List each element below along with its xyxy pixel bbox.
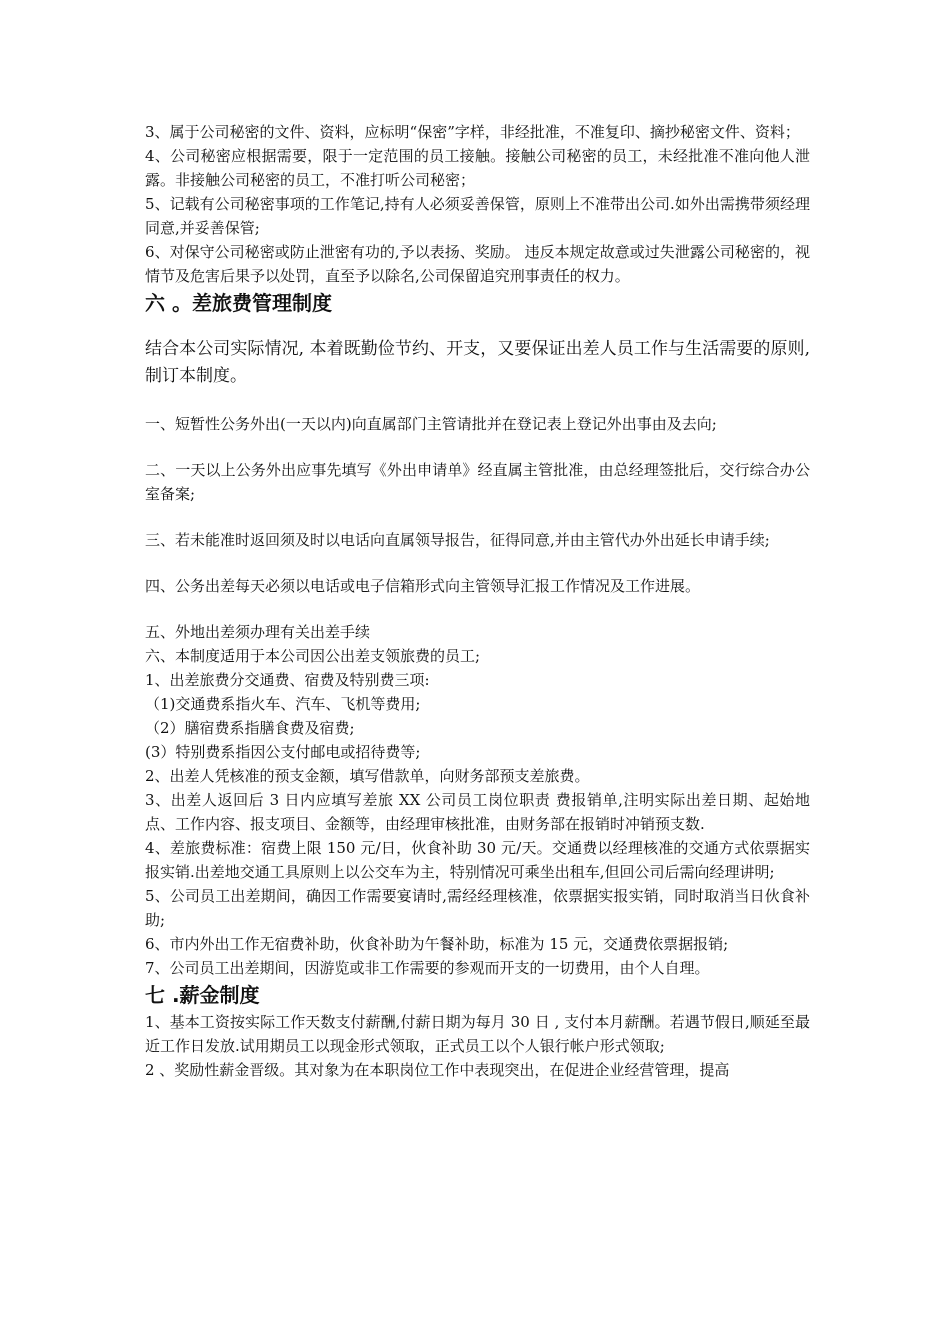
paragraph: 三、若未能准时返回须及时以电话向直属领导报告，征得同意,并由主管代办外出延长申请手续; (145, 531, 770, 549)
paragraph: 4、公司秘密应根据需要，限于一定范围的员工接触。接触公司秘密的员工，未经批准不准向他人泄露。非接触公司秘密的员工，不准打听公司秘密； (145, 147, 810, 189)
paragraph: 1、基本工资按实际工作天数支付薪酬,付薪日期为每月 30 日 , 支付本月薪酬。若遇节假日,顺延至最近工作日发放.试用期员工以现金形式领取，正式员工以个人银行帐户形式领取; (145, 1013, 810, 1055)
paragraph: 五、外地出差须办理有关出差手续 (145, 623, 371, 641)
section-heading: 六 。差旅费管理制度 (145, 291, 332, 315)
paragraph: (3）特别费系指因公支付邮电或招待费等; (145, 743, 421, 761)
paragraph: （1)交通费系指火车、汽车、飞机等费用; (145, 695, 421, 713)
section-intro: 结合本公司实际情况, 本着既勤俭节约、开支，又要保证出差人员工作与生活需要的原则, 制订本制度。 (145, 339, 810, 386)
document-page (145, 120, 810, 1082)
paragraph: 一、短暂性公务外出(一天以内)向直属部门主管请批并在登记表上登记外出事由及去向; (145, 415, 717, 433)
section-heading: 七 .薪金制度 (145, 983, 260, 1007)
paragraph: 1、出差旅费分交通费、宿费及特别费三项: (145, 671, 430, 689)
paragraph: 2、出差人凭核准的预支金额，填写借款单，向财务部预支差旅费。 (145, 767, 590, 785)
paragraph: 2 、奖励性薪金晋级。其对象为在本职岗位工作中表现突出，在促进企业经营管理，提高 (145, 1061, 730, 1079)
paragraph: （2）膳宿费系指膳食费及宿费; (145, 719, 355, 737)
paragraph: 四、公务出差每天必须以电话或电子信箱形式向主管领导汇报工作情况及工作进展。 (145, 577, 701, 595)
paragraph: 六、本制度适用于本公司因公出差支领旅费的员工; (145, 647, 481, 665)
paragraph: 二、一天以上公务外出应事先填写《外出申请单》经直属主管批准，由总经理签批后，交行综合办公室备案; (145, 461, 810, 503)
paragraph: 5、记载有公司秘密事项的工作笔记,持有人必须妥善保管，原则上不准带出公司.如外出需携带须经理同意,并妥善保管; (145, 195, 810, 237)
paragraph: 7、公司员工出差期间，因游览或非工作需要的参观而开支的一切费用，由个人自理。 (145, 959, 710, 977)
paragraph: 3、属于公司秘密的文件、资料，应标明“保密”字样，非经批准，不准复印、摘抄秘密文件、资料； (145, 123, 800, 141)
paragraph: 6、市内外出工作无宿费补助，伙食补助为午餐补助，标准为 15 元，交通费依票据报销; (145, 935, 729, 953)
paragraph: 3、出差人返回后 3 日内应填写差旅 XX 公司员工岗位职责 费报销单,注明实际出差日期、起始地点、工作内容、报支项目、金额等，由经理审核批准，由财务部在报销时冲销预支数. (145, 791, 810, 833)
paragraph: 4、差旅费标准：宿费上限 150 元/日，伙食补助 30 元/天。交通费以经理核准的交通方式依票据实报实销.出差地交通工具原则上以公交车为主，特别情况可乘坐出租车,但回公司后需向经理讲明; (145, 839, 810, 881)
paragraph: 6、对保守公司秘密或防止泄密有功的,予以表扬、奖励。 违反本规定故意或过失泄露公司秘密的，视情节及危害后果予以处罚，直至予以除名,公司保留追究刑事责任的权力。 (145, 243, 810, 285)
paragraph: 5、公司员工出差期间，确因工作需要宴请时,需经经理核准，依票据实报实销，同时取消当日伙食补助; (145, 887, 810, 929)
